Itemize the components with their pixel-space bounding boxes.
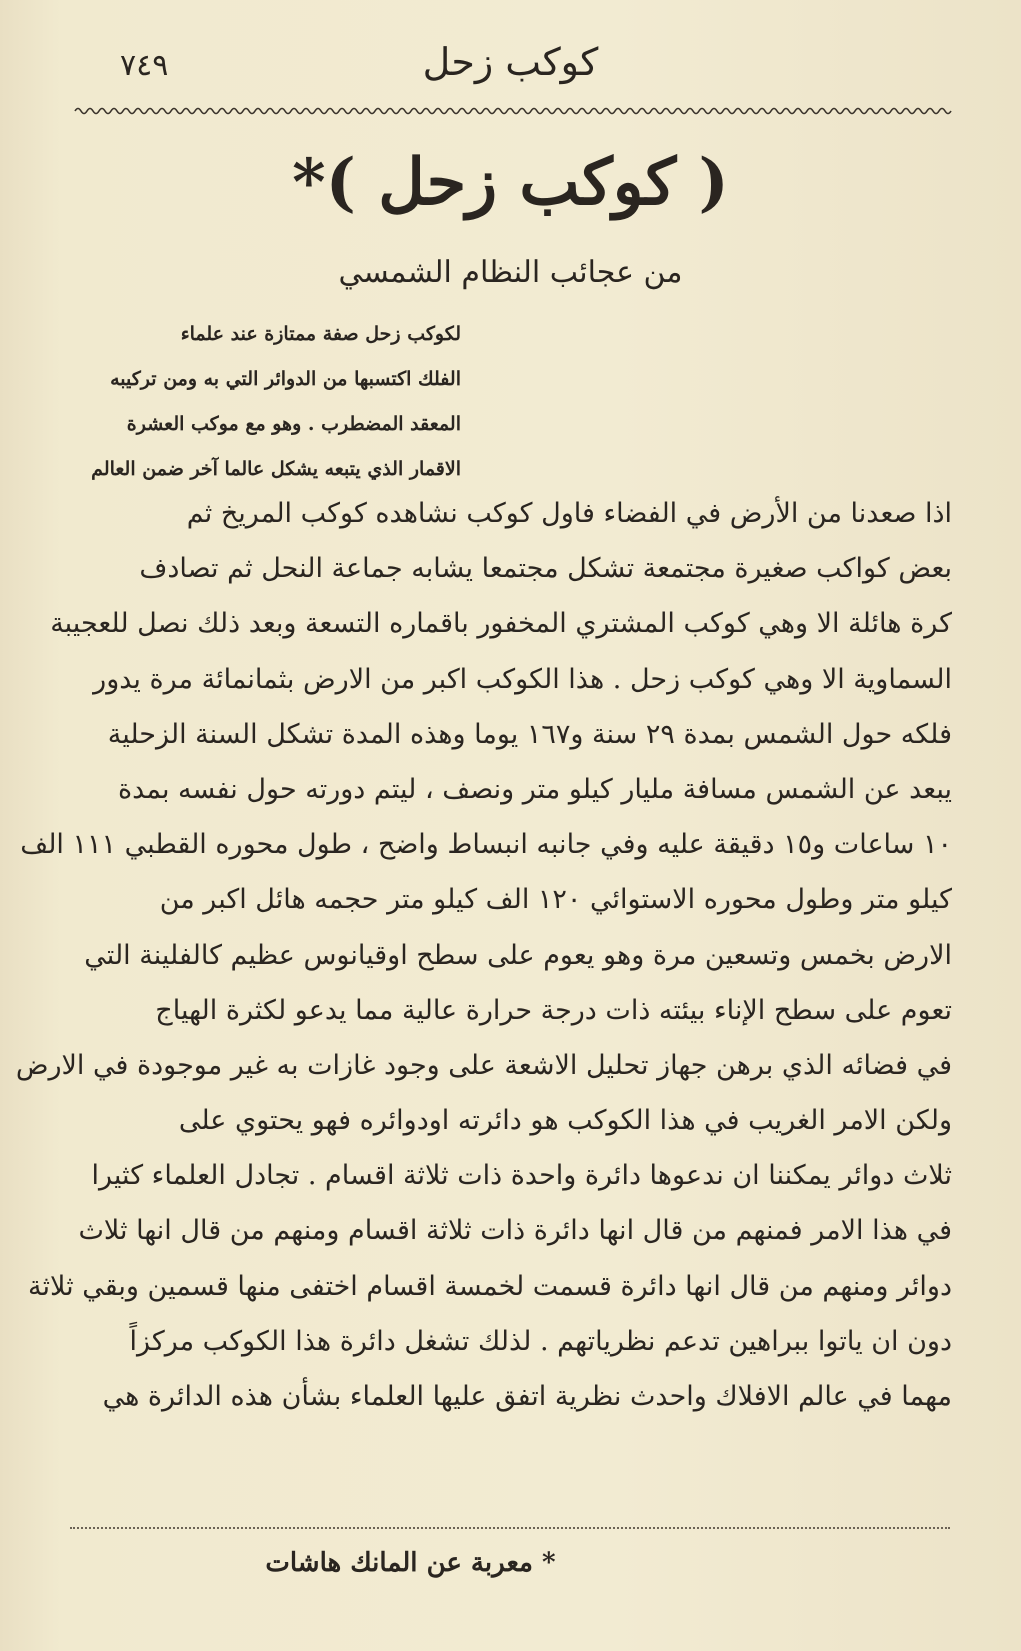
- article-subtitle: من عجائب النظام الشمسي: [338, 255, 683, 290]
- epigraph: [61, 312, 461, 492]
- epigraph-line: الاقمار الذي يتبعه يشكل عالما آخر ضمن العالم: [91, 458, 461, 480]
- body-line: ولكن الامر الغريب في هذا الكوكب هو دائرته اودوائره فهو يحتوي على: [178, 1105, 952, 1137]
- body-line: في فضائه الذي برهن جهاز تحليل الاشعة على وجود غازات به غير موجودة في الارض: [15, 1049, 952, 1081]
- article-body: [15, 486, 952, 1424]
- body-line: السماوية الا وهي كوكب زحل . هذا الكوكب اكبر من الارض بثمانمائة مرة يدور: [93, 663, 952, 695]
- body-line: مهما في عالم الافلاك واحدث نظرية اتفق عليها العلماء بشأن هذه الدائرة هي: [102, 1381, 952, 1412]
- epigraph-line: الفلك اكتسبها من الدوائر التي به ومن تركيبه: [110, 368, 461, 390]
- body-line: كيلو متر وطول محوره الاستوائي ١٢٠ الف كيلو متر حجمه هائل اكبر من: [159, 884, 952, 916]
- body-line: ثلاث دوائر يمكننا ان ندعوها دائرة واحدة ذات ثلاثة اقسام . تجادل العلماء كثيرا: [91, 1160, 952, 1192]
- footnote-divider: [70, 1527, 950, 1529]
- footnote: * معربة عن المانك هاشات: [265, 1548, 556, 1578]
- body-line: الارض بخمس وتسعين مرة وهو يعوم على سطح اوقيانوس عظيم كالفلينة التي: [84, 939, 952, 971]
- running-title: كوكب زحل: [422, 40, 599, 84]
- body-line: اذا صعدنا من الأرض في الفضاء فاول كوكب نشاهده كوكب المريخ ثم: [186, 498, 952, 529]
- body-line: بعض كواكب صغيرة مجتمعة تشكل مجتمعا يشابه جماعة النحل ثم تصادف: [139, 553, 952, 585]
- epigraph-line: المعقد المضطرب . وهو مع موكب العشرة: [126, 413, 461, 435]
- body-line: كرة هائلة الا وهي كوكب المشتري المخفور باقماره التسعة وبعد ذلك نصل للعجيبة: [50, 608, 952, 640]
- article-title: ( كوكب زحل )*: [292, 145, 729, 220]
- body-line: دون ان ياتوا ببراهين تدعم نظرياتهم . لذلك تشغل دائرة هذا الكوكب مركزاً: [129, 1325, 952, 1357]
- body-line: ١٠ ساعات و١٥ دقيقة عليه وفي جانبه انبساط واضح ، طول محوره القطبي ١١١ الف: [20, 829, 952, 861]
- epigraph-line: لكوكب زحل صفة ممتازة عند علماء: [180, 323, 461, 345]
- wavy-divider: [75, 105, 951, 117]
- body-line: دوائر ومنهم من قال انها دائرة قسمت لخمسة اقسام اختفى منها قسمين وبقي ثلاثة: [28, 1270, 952, 1302]
- page-header: [70, 30, 951, 100]
- body-line: في هذا الامر فمنهم من قال انها دائرة ذات ثلاثة اقسام ومنهم من قال انها ثلاث: [78, 1215, 952, 1247]
- body-line: يبعد عن الشمس مسافة مليار كيلو متر ونصف ، ليتم دورته حول نفسه بمدة: [118, 773, 952, 805]
- body-line: تعوم على سطح الإناء بيئته ذات درجة حرارة عالية مما يدعو لكثرة الهياج: [155, 994, 952, 1026]
- body-line: فلكه حول الشمس بمدة ٢٩ سنة و١٦٧ يوما وهذه المدة تشكل السنة الزحلية: [107, 718, 952, 750]
- page-number: ٧٤٩: [120, 48, 169, 83]
